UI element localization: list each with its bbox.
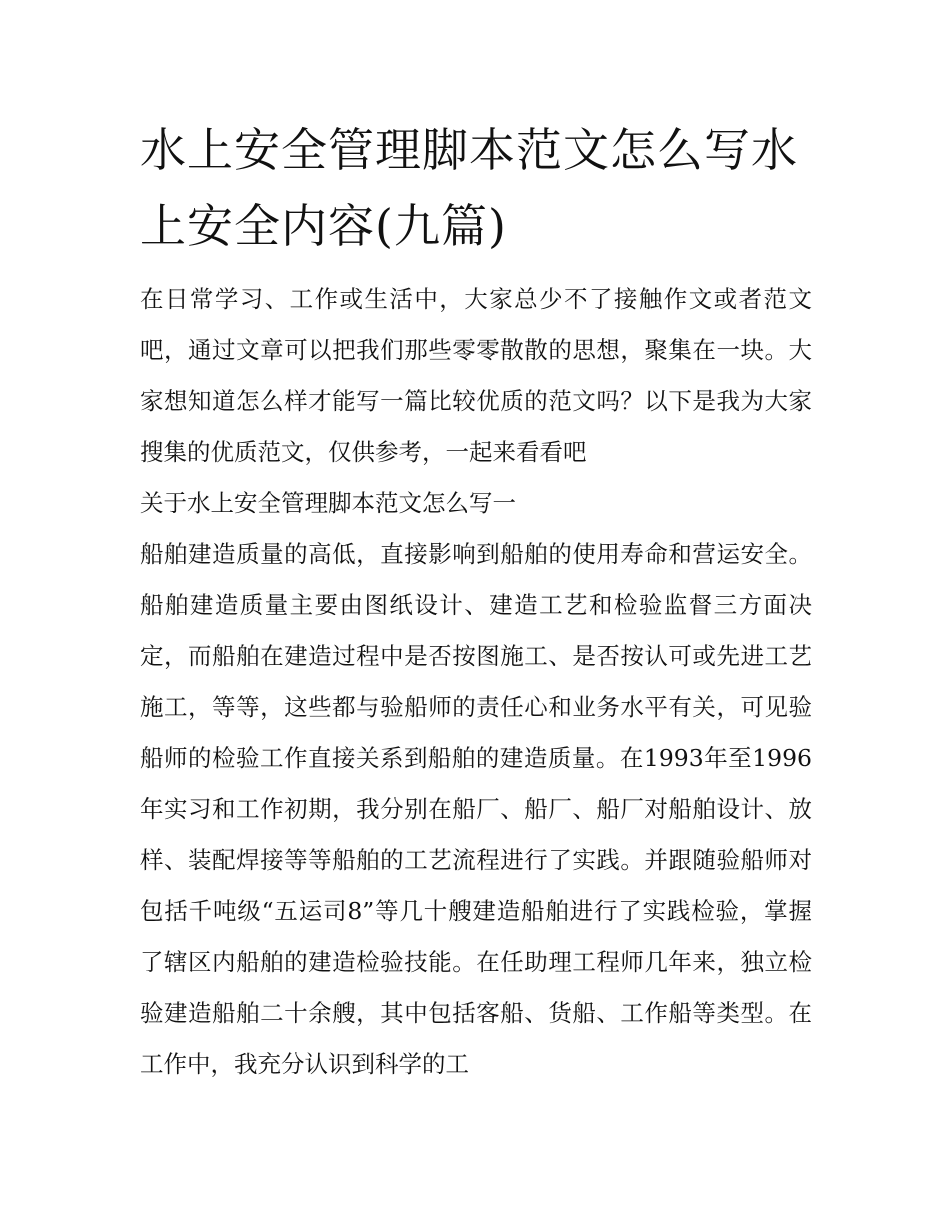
document-title: 水上安全管理脚本范文怎么写水上安全内容(九篇) [140,123,798,253]
section-heading: 关于水上安全管理脚本范文怎么写一 [140,489,516,517]
body-paragraph: 船舶建造质量的高低，直接影响到船舶的使用寿命和营运安全。船舶建造质量主要由图纸设计、建造工艺和检验监督三方面决定，而船舶在建造过程中是否按图施工、是否按认可或先进工艺施工，等等，这些都与验船师的责任心和业务水平有关，可见验船师的检验工作直接关系到船舶的建造质量。在1993年至1996年实习和工作初期，我分别在船厂、船厂、船厂对船舶设计、放样、装配焊接等等船舶的工艺流程进行了实践。并跟随验船师对包括千吨级“五运司8”等几十艘建造船舶进行了实践检验，掌握了辖区内船舶的建造检验技能。在任助理工程师几年来，独立检验建造船舶二十余艘，其中包括客船、货船、工作船等类型。在工作中，我充分认识到科学的工 [140,540,812,1078]
document-page [140,112,812,1090]
document-body [140,274,812,1090]
intro-paragraph: 在日常学习、工作或生活中，大家总少不了接触作文或者范文吧，通过文章可以把我们那些零零散散的思想，聚集在一块。大家想知道怎么样才能写一篇比较优质的范文吗？以下是我为大家搜集的优质范文，仅供参考，一起来看看吧 [140,285,812,466]
